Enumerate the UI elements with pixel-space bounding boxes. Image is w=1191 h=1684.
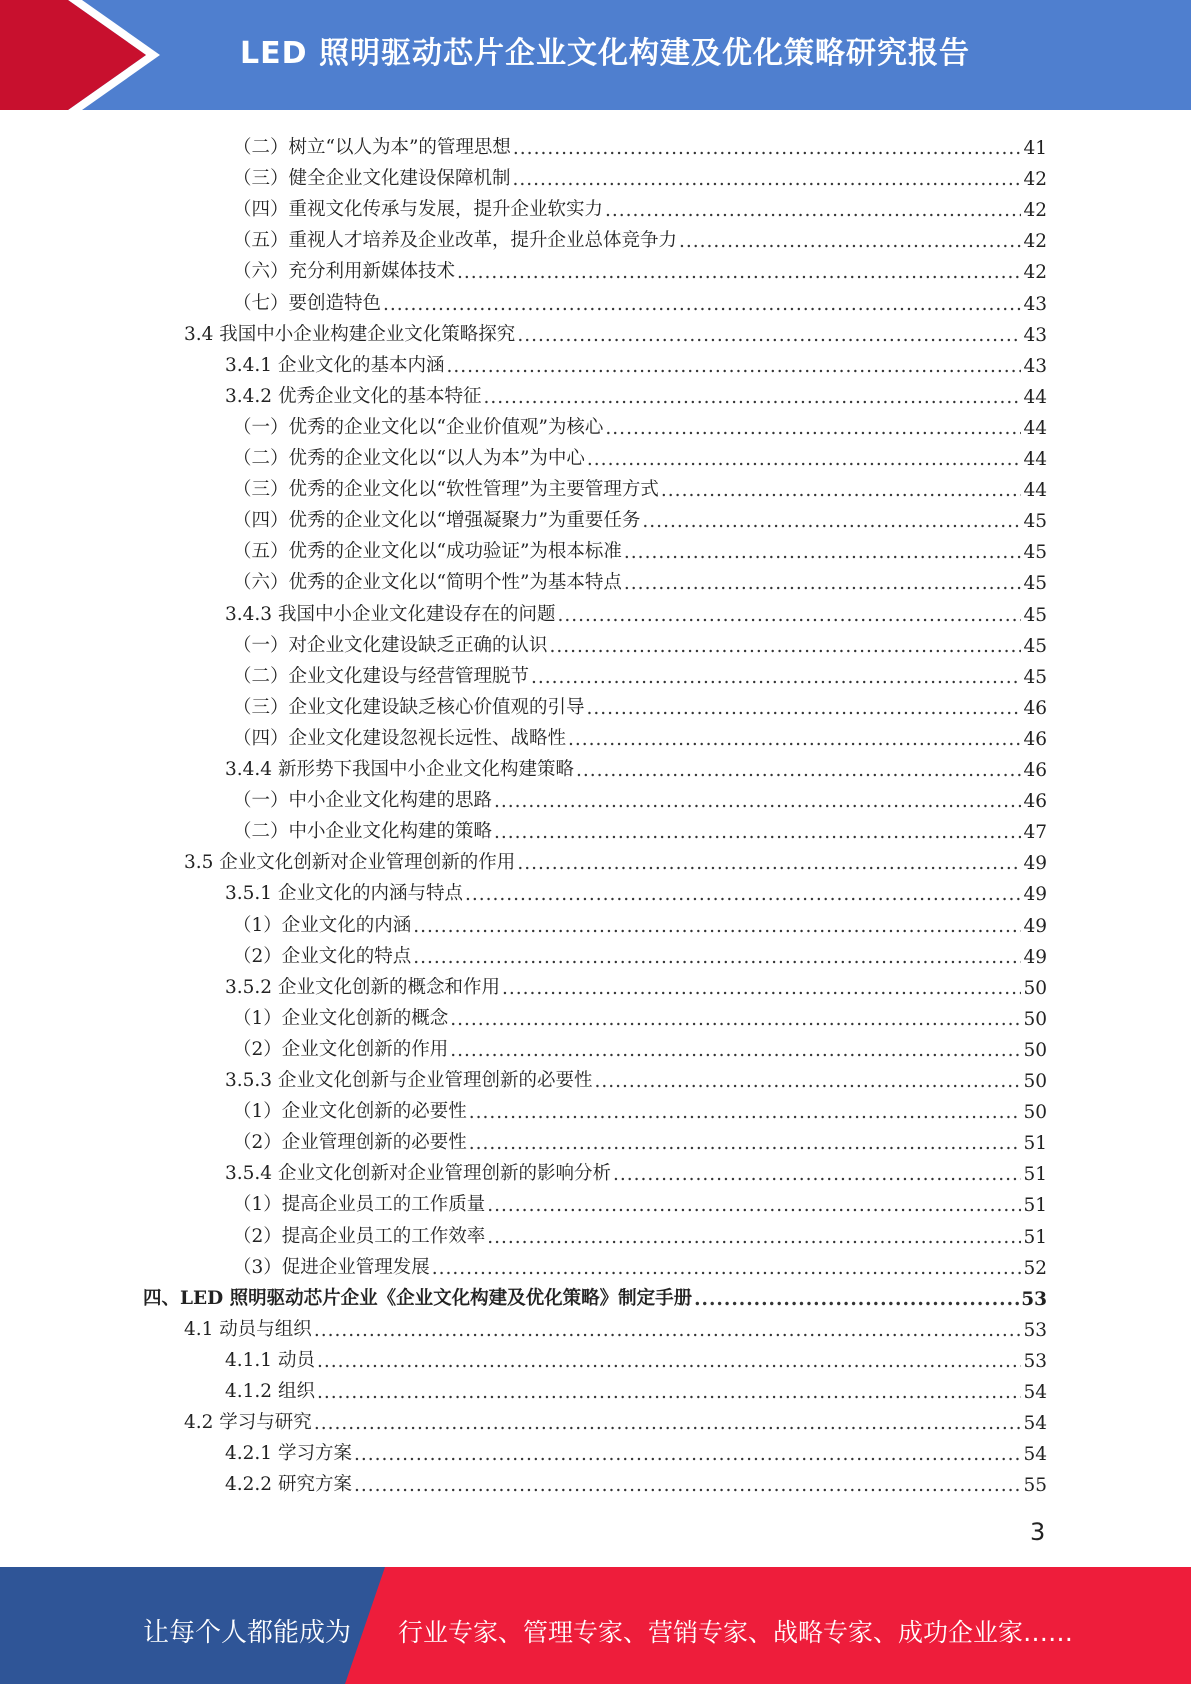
toc-leader-dots — [317, 1382, 1022, 1403]
toc-entry-label: （2）企业文化的特点 — [233, 945, 412, 967]
toc-leader-dots — [502, 978, 1021, 999]
toc-leader-dots — [642, 511, 1021, 532]
toc-entry-label: 3.4.4 新形势下我国中小企业文化构建策略 — [225, 759, 574, 780]
toc-entry[interactable] — [225, 874, 1047, 905]
toc-entry[interactable] — [233, 937, 1047, 968]
toc-leader-dots — [661, 480, 1022, 501]
toc-entry[interactable] — [233, 252, 1047, 283]
header-red-chevron — [0, 0, 146, 110]
toc-entry-page: 45 — [1023, 604, 1047, 626]
toc-entry[interactable] — [233, 999, 1047, 1030]
footer-slogan-right: 行业专家、管理专家、营销专家、战略专家、成功企业家…… — [398, 1618, 1074, 1647]
toc-entry-page: 49 — [1023, 884, 1047, 906]
toc-entry[interactable] — [225, 1154, 1047, 1185]
toc-entry-page: 46 — [1023, 697, 1047, 719]
toc-entry-label: （七）要创造特色 — [233, 292, 382, 314]
toc-entry-label: 4.1.2 组织 — [225, 1381, 315, 1402]
toc-leader-dots — [694, 1289, 1019, 1310]
toc-leader-dots — [513, 138, 1022, 159]
toc-leader-dots — [576, 760, 1021, 781]
toc-leader-dots — [465, 884, 1021, 905]
toc-leader-dots — [517, 853, 1021, 874]
toc-leader-dots — [568, 729, 1021, 750]
toc-entry-label: （一）优秀的企业文化以“企业价值观”为核心 — [233, 416, 604, 438]
page-footer — [0, 1567, 1191, 1684]
toc-leader-dots — [450, 1009, 1021, 1030]
toc-entry-label: 4.2 学习与研究 — [184, 1412, 312, 1434]
toc-entry-page: 53 — [1023, 1319, 1047, 1341]
toc-entry-label: （二）企业文化建设与经营管理脱节 — [233, 665, 530, 687]
toc-entry[interactable] — [184, 1403, 1047, 1434]
toc-entry[interactable] — [233, 1217, 1047, 1248]
toc-entry-page: 42 — [1023, 200, 1047, 222]
toc-entry-page: 44 — [1023, 449, 1047, 470]
toc-entry-page: 49 — [1023, 853, 1047, 875]
toc-entry-page: 55 — [1023, 1475, 1047, 1497]
toc-leader-dots — [487, 1195, 1021, 1216]
toc-entry-page: 45 — [1023, 542, 1047, 564]
toc-entry-page: 45 — [1023, 635, 1047, 657]
toc-entry-page: 44 — [1023, 417, 1047, 439]
toc-entry-label: （2）提高企业员工的工作效率 — [233, 1225, 486, 1247]
toc-entry-label: （二）中小企业文化构建的策略 — [233, 821, 493, 843]
toc-entry-page: 43 — [1023, 355, 1047, 377]
toc-entry-label: 4.1 动员与组织 — [184, 1318, 312, 1340]
toc-entry[interactable] — [225, 750, 1047, 781]
toc-entry-label: （3）促进企业管理发展 — [233, 1256, 430, 1278]
toc-leader-dots — [531, 667, 1021, 688]
toc-entry-page: 43 — [1023, 324, 1047, 346]
toc-leader-dots — [557, 605, 1021, 626]
toc-leader-dots — [457, 262, 1021, 283]
toc-entry-label: 3.5.2 企业文化创新的概念和作用 — [225, 976, 500, 998]
toc-entry[interactable] — [225, 1372, 1047, 1403]
toc-entry-label: （二）优秀的企业文化以“以人为本”为中心 — [233, 448, 585, 469]
toc-entry-label: 3.5 企业文化创新对企业管理创新的作用 — [184, 852, 516, 874]
toc-leader-dots — [413, 947, 1021, 968]
toc-entry[interactable] — [233, 906, 1047, 937]
toc-entry[interactable] — [233, 1123, 1047, 1154]
toc-entry[interactable] — [233, 1092, 1047, 1123]
toc-entry[interactable] — [233, 1030, 1047, 1061]
toc-entry-label: （2）企业管理创新的必要性 — [233, 1132, 467, 1154]
toc-leader-dots — [587, 449, 1022, 470]
toc-leader-dots — [517, 325, 1021, 346]
toc-entry[interactable] — [233, 1185, 1047, 1216]
toc-entry-label: （五）优秀的企业文化以“成功验证”为根本标准 — [233, 541, 622, 563]
toc-entry-page: 50 — [1023, 1039, 1047, 1061]
toc-entry-page: 51 — [1023, 1226, 1047, 1248]
toc-entry-label: 四、LED 照明驱动芯片企业《企业文化构建及优化策略》制定手册 — [143, 1287, 693, 1309]
toc-entry-label: （三）优秀的企业文化以“软性管理”为主要管理方式 — [233, 479, 659, 501]
toc-leader-dots — [446, 356, 1021, 377]
toc-entry-page: 46 — [1023, 760, 1047, 781]
toc-entry-label: 3.4.3 我国中小企业文化建设存在的问题 — [225, 603, 556, 625]
toc-entry-label: （三）企业文化建设缺乏核心价值观的引导 — [233, 696, 585, 718]
toc-leader-dots — [317, 1351, 1022, 1372]
toc-entry[interactable] — [225, 968, 1047, 999]
toc-entry[interactable] — [233, 812, 1047, 843]
footer-slogan-left: 让每个人都能成为 — [143, 1618, 352, 1648]
toc-entry[interactable] — [233, 563, 1047, 594]
toc-entry[interactable] — [233, 128, 1047, 159]
toc-entry-page: 42 — [1023, 262, 1047, 284]
toc-entry-page: 43 — [1023, 293, 1047, 315]
toc-entry-page: 49 — [1023, 946, 1047, 968]
toc-entry-page: 50 — [1023, 977, 1047, 999]
page-header — [0, 0, 1191, 110]
toc-leader-dots — [450, 1040, 1021, 1061]
toc-leader-dots — [483, 387, 1021, 408]
toc-leader-dots — [314, 1413, 1022, 1434]
toc-entry-page: 50 — [1023, 1071, 1047, 1092]
toc-entry[interactable] — [225, 1434, 1047, 1465]
toc-entry[interactable] — [233, 190, 1047, 221]
toc-entry[interactable] — [233, 470, 1047, 501]
toc-entry-page: 54 — [1023, 1413, 1047, 1435]
toc-entry-label: 3.4.1 企业文化的基本内涵 — [225, 354, 445, 376]
toc-leader-dots — [679, 231, 1021, 252]
toc-leader-dots — [432, 1258, 1022, 1279]
toc-entry-page: 51 — [1023, 1133, 1047, 1155]
toc-entry[interactable] — [225, 377, 1047, 408]
toc-entry-page: 51 — [1023, 1195, 1047, 1217]
toc-entry-label: （四）重视文化传承与发展，提升企业软实力 — [233, 199, 604, 221]
toc-entry-label: （四）优秀的企业文化以“增强凝聚力”为重要任务 — [233, 510, 641, 532]
toc-entry-label: （一）中小企业文化构建的思路 — [233, 790, 493, 812]
toc-leader-dots — [383, 294, 1021, 315]
toc-entry-page: 42 — [1023, 169, 1047, 191]
toc-entry-page: 51 — [1023, 1164, 1047, 1186]
toc-entry-page: 54 — [1023, 1382, 1047, 1403]
toc-entry[interactable] — [233, 284, 1047, 315]
toc-leader-dots — [550, 636, 1022, 657]
toc-entry[interactable] — [233, 626, 1047, 657]
toc-entry-label: （1）企业文化创新的必要性 — [233, 1101, 467, 1123]
toc-leader-dots — [594, 1071, 1021, 1092]
toc-entry[interactable] — [225, 595, 1047, 626]
document-title: LED 照明驱动芯片企业文化构建及优化策略研究报告 — [240, 36, 970, 71]
toc-leader-dots — [354, 1444, 1022, 1465]
toc-entry-page: 41 — [1023, 138, 1047, 159]
toc-entry-page: 44 — [1023, 386, 1047, 408]
toc-entry[interactable] — [233, 501, 1047, 532]
toc-entry-label: （六）优秀的企业文化以“简明个性”为基本特点 — [233, 572, 622, 594]
toc-entry[interactable] — [233, 781, 1047, 812]
toc-entry[interactable] — [184, 1310, 1047, 1341]
toc-entry-label: 4.2.2 研究方案 — [225, 1474, 352, 1496]
toc-entry[interactable] — [233, 688, 1047, 719]
toc-entry-page: 53 — [1021, 1288, 1047, 1310]
toc-leader-dots — [513, 169, 1022, 190]
toc-entry-page: 50 — [1023, 1008, 1047, 1030]
toc-entry[interactable] — [233, 657, 1047, 688]
toc-entry-label: 3.5.4 企业文化创新对企业管理创新的影响分析 — [225, 1163, 611, 1185]
toc-entry[interactable] — [184, 843, 1047, 874]
toc-leader-dots — [605, 418, 1021, 439]
toc-entry-page: 45 — [1023, 573, 1047, 595]
toc-entry-label: （1）提高企业员工的工作质量 — [233, 1194, 486, 1216]
toc-leader-dots — [413, 916, 1021, 937]
toc-entry-label: （五）重视人才培养及企业改革，提升企业总体竞争力 — [233, 230, 678, 252]
toc-entry-label: （2）企业文化创新的作用 — [233, 1038, 449, 1060]
toc-entry-page: 50 — [1023, 1102, 1047, 1124]
toc-leader-dots — [494, 822, 1021, 843]
toc-entry[interactable] — [184, 315, 1047, 346]
toc-entry-label: 4.2.1 学习方案 — [225, 1443, 352, 1465]
toc-entry-page: 47 — [1023, 822, 1047, 844]
toc-leader-dots — [613, 1164, 1021, 1185]
toc-entry[interactable] — [233, 159, 1047, 190]
toc-entry[interactable] — [233, 719, 1047, 750]
toc-leader-dots — [354, 1475, 1022, 1496]
toc-entry-label: 3.4.2 优秀企业文化的基本特征 — [225, 385, 482, 407]
toc-leader-dots — [605, 200, 1021, 221]
toc-entry[interactable] — [225, 1341, 1047, 1372]
toc-entry-page: 45 — [1023, 666, 1047, 688]
toc-entry-label: （二）树立“以人为本”的管理思想 — [233, 137, 511, 158]
toc-leader-dots — [314, 1320, 1022, 1341]
toc-entry[interactable] — [233, 408, 1047, 439]
toc-entry-label: （1）企业文化创新的概念 — [233, 1007, 449, 1029]
toc-entry[interactable] — [233, 532, 1047, 563]
toc-entry-page: 42 — [1023, 231, 1047, 253]
toc-leader-dots — [469, 1102, 1022, 1123]
toc-entry-page: 49 — [1023, 915, 1047, 937]
toc-entry-page: 46 — [1023, 791, 1047, 813]
toc-entry-label: 4.1.1 动员 — [225, 1349, 315, 1371]
toc-entry-label: 3.4 我国中小企业构建企业文化策略探究 — [184, 323, 516, 345]
toc-entry-page: 53 — [1023, 1350, 1047, 1372]
toc-entry-page: 54 — [1023, 1444, 1047, 1466]
toc-entry-page: 45 — [1023, 511, 1047, 533]
toc-entry-label: （一）对企业文化建设缺乏正确的认识 — [233, 634, 548, 656]
toc-entry-label: （1）企业文化的内涵 — [233, 914, 412, 936]
toc-entry-page: 46 — [1023, 728, 1047, 750]
toc-entry[interactable] — [233, 1248, 1047, 1279]
toc-entry-label: 3.5.3 企业文化创新与企业管理创新的必要性 — [225, 1070, 593, 1091]
toc-entry-label: （四）企业文化建设忽视长远性、战略性 — [233, 727, 567, 749]
toc-leader-dots — [487, 1227, 1021, 1248]
toc-entry-label: （六）充分利用新媒体技术 — [233, 261, 456, 283]
toc-entry-label: 3.5.1 企业文化的内涵与特点 — [225, 883, 463, 905]
toc-entry[interactable] — [225, 346, 1047, 377]
toc-leader-dots — [624, 573, 1022, 594]
toc-leader-dots — [469, 1133, 1022, 1154]
toc-entry-page: 44 — [1023, 480, 1047, 502]
toc-entry[interactable] — [143, 1279, 1047, 1310]
page-number: 3 — [1030, 1518, 1046, 1546]
toc-entry[interactable] — [233, 221, 1047, 252]
toc-leader-dots — [587, 698, 1022, 719]
toc-entry[interactable] — [225, 1061, 1047, 1092]
toc-entry[interactable] — [233, 439, 1047, 470]
toc-entry-label: （三）健全企业文化建设保障机制 — [233, 168, 511, 190]
toc-leader-dots — [624, 542, 1022, 563]
toc-entry-page: 52 — [1023, 1257, 1047, 1279]
toc-leader-dots — [494, 791, 1021, 812]
toc-entry[interactable] — [225, 1465, 1047, 1496]
